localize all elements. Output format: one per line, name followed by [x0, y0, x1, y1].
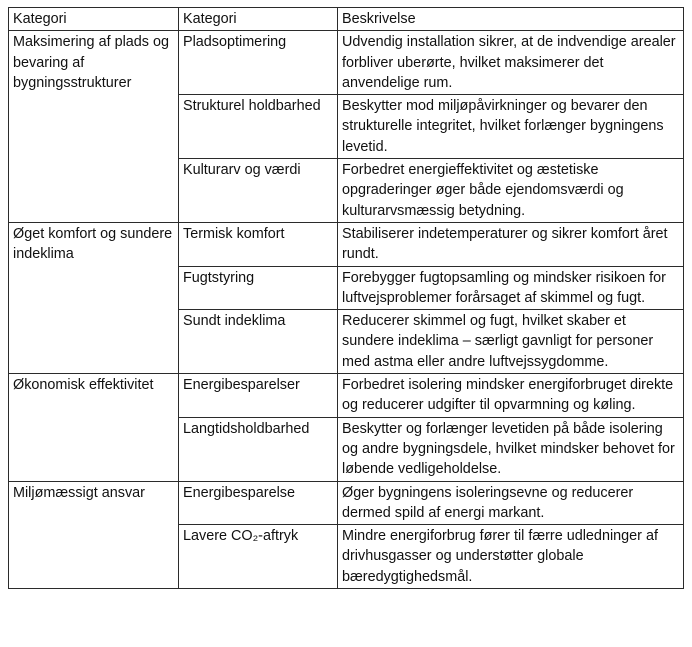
subcategory-cell: Termisk komfort — [179, 222, 338, 266]
description-cell: Mindre energiforbrug fører til færre udledninger af drivhusgasser og understøtter globale bæredygtighedsmål. — [338, 525, 684, 589]
description-cell: Øger bygningens isoleringsevne og reducerer dermed spild af energi markant. — [338, 481, 684, 525]
category-cell: Maksimering af plads og bevaring af bygningsstrukturer — [9, 31, 179, 223]
description-cell: Forbedret energieffektivitet og æstetiske opgraderinger øger både ejendomsværdi og kulturarvsmæssig betydning. — [338, 159, 684, 223]
category-cell: Økonomisk effektivitet — [9, 374, 179, 481]
table-row — [9, 31, 684, 95]
subcategory-cell: Energibesparelser — [179, 374, 338, 418]
subcategory-cell: Langtidsholdbarhed — [179, 417, 338, 481]
description-cell: Udvendig installation sikrer, at de indvendige arealer forbliver uberørte, hvilket maksimerer det anvendelige rum. — [338, 31, 684, 95]
category-cell: Miljømæssigt ansvar — [9, 481, 179, 588]
subcategory-cell: Energibesparelse — [179, 481, 338, 525]
table-row — [9, 222, 684, 266]
subcategory-cell: Lavere CO₂-aftryk — [179, 525, 338, 589]
benefits-table — [8, 7, 684, 589]
subcategory-cell: Pladsoptimering — [179, 31, 338, 95]
header-row — [9, 8, 684, 31]
header-subcategory: Kategori — [179, 8, 338, 31]
subcategory-cell: Fugtstyring — [179, 266, 338, 310]
category-cell: Øget komfort og sundere indeklima — [9, 222, 179, 373]
description-cell: Forebygger fugtopsamling og mindsker risikoen for luftvejsproblemer forårsaget af skimmel og fugt. — [338, 266, 684, 310]
subcategory-cell: Kulturarv og værdi — [179, 159, 338, 223]
description-cell: Reducerer skimmel og fugt, hvilket skaber et sundere indeklima – særligt gavnligt for personer med astma eller andre luftvejssygdomme. — [338, 310, 684, 374]
subcategory-cell: Sundt indeklima — [179, 310, 338, 374]
description-cell: Stabiliserer indetemperaturer og sikrer komfort året rundt. — [338, 222, 684, 266]
subcategory-cell: Strukturel holdbarhed — [179, 95, 338, 159]
header-description: Beskrivelse — [338, 8, 684, 31]
description-cell: Beskytter mod miljøpåvirkninger og bevarer den strukturelle integritet, hvilket forlænger bygningens levetid. — [338, 95, 684, 159]
description-cell: Beskytter og forlænger levetiden på både isolering og andre bygningsdele, hvilket mindsker behovet for løbende vedligeholdelse. — [338, 417, 684, 481]
header-category: Kategori — [9, 8, 179, 31]
description-cell: Forbedret isolering mindsker energiforbruget direkte og reducerer udgifter til opvarmning og køling. — [338, 374, 684, 418]
table-row — [9, 374, 684, 418]
table-row — [9, 481, 684, 525]
